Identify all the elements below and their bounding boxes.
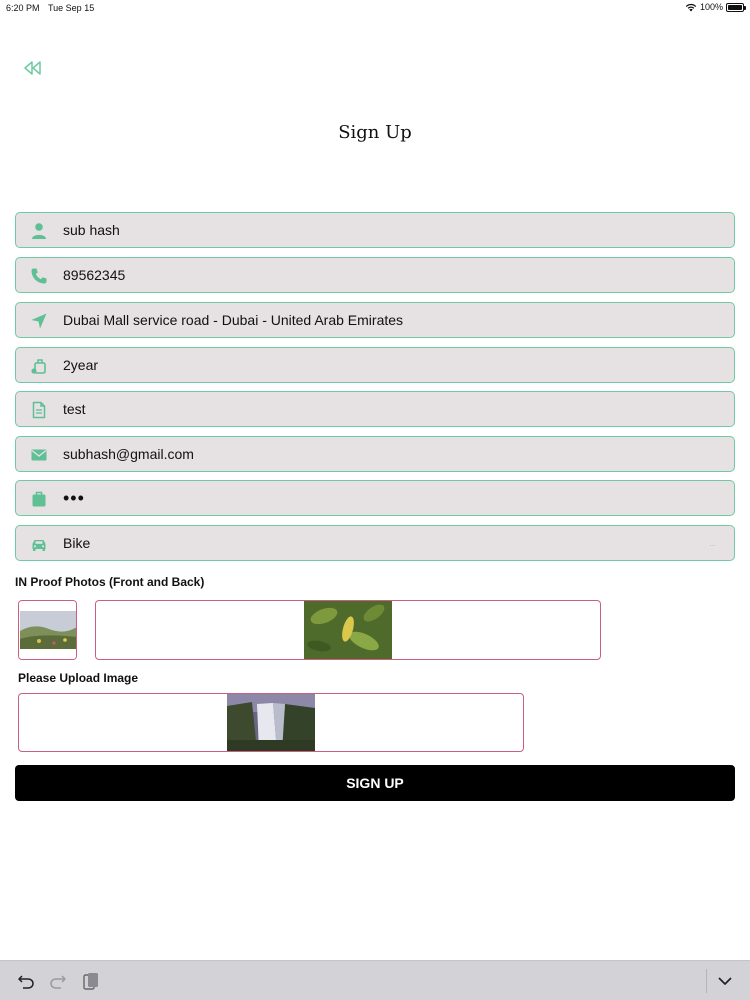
status-bar [0,0,750,16]
experience-value: 2year [63,357,99,373]
person-icon [30,222,48,240]
name-value: sub hash [63,222,120,238]
vehicle-field[interactable] [15,525,735,561]
signup-button[interactable]: SIGN UP [15,765,735,801]
location-value: Dubai Mall service road - Dubai - United Arab Emirates [63,312,404,328]
document-icon [30,401,48,419]
keyboard-toolbar [0,960,750,1000]
page-title: Sign Up [338,122,412,143]
proof-front-thumbnail[interactable] [18,600,77,660]
paste-icon[interactable] [81,971,101,991]
redo-icon[interactable] [48,971,68,991]
upload-image-box[interactable] [18,693,524,752]
phone-value: 89562345 [63,267,126,283]
status-date: Tue Sep 15 [48,3,95,13]
waterfall-photo [227,694,315,751]
vehicle-dropdown-hint[interactable]: ... [709,539,716,548]
car-icon [30,535,48,553]
wifi-icon [685,3,697,12]
phone-icon [30,267,48,285]
status-right [685,2,744,12]
undo-icon[interactable] [16,971,36,991]
status-time: 6:20 PM [6,3,40,13]
email-field[interactable] [15,436,735,472]
briefcase-icon [30,490,48,508]
luggage-icon [30,357,48,375]
password-value: ••• [63,488,85,508]
battery-percent: 100% [699,2,723,12]
experience-field[interactable] [15,347,735,383]
back-icon[interactable] [22,59,44,77]
description-field[interactable] [15,391,735,427]
proof-back-image[interactable] [95,600,601,660]
description-value: test [63,401,86,417]
location-arrow-icon [30,312,48,330]
email-value: subhash@gmail.com [63,446,194,462]
chevron-down-icon[interactable] [715,971,735,991]
leaves-photo [304,601,392,659]
name-field[interactable] [15,212,735,248]
password-field[interactable] [15,480,735,516]
vehicle-value: Bike [63,535,91,551]
envelope-icon [30,446,48,464]
meadow-photo [19,601,77,660]
toolbar-separator [706,969,707,993]
phone-field[interactable] [15,257,735,293]
location-field[interactable] [15,302,735,338]
upload-image-label: Please Upload Image [18,671,139,685]
proof-photos-label: IN Proof Photos (Front and Back) [15,575,205,589]
battery-icon [726,3,744,12]
